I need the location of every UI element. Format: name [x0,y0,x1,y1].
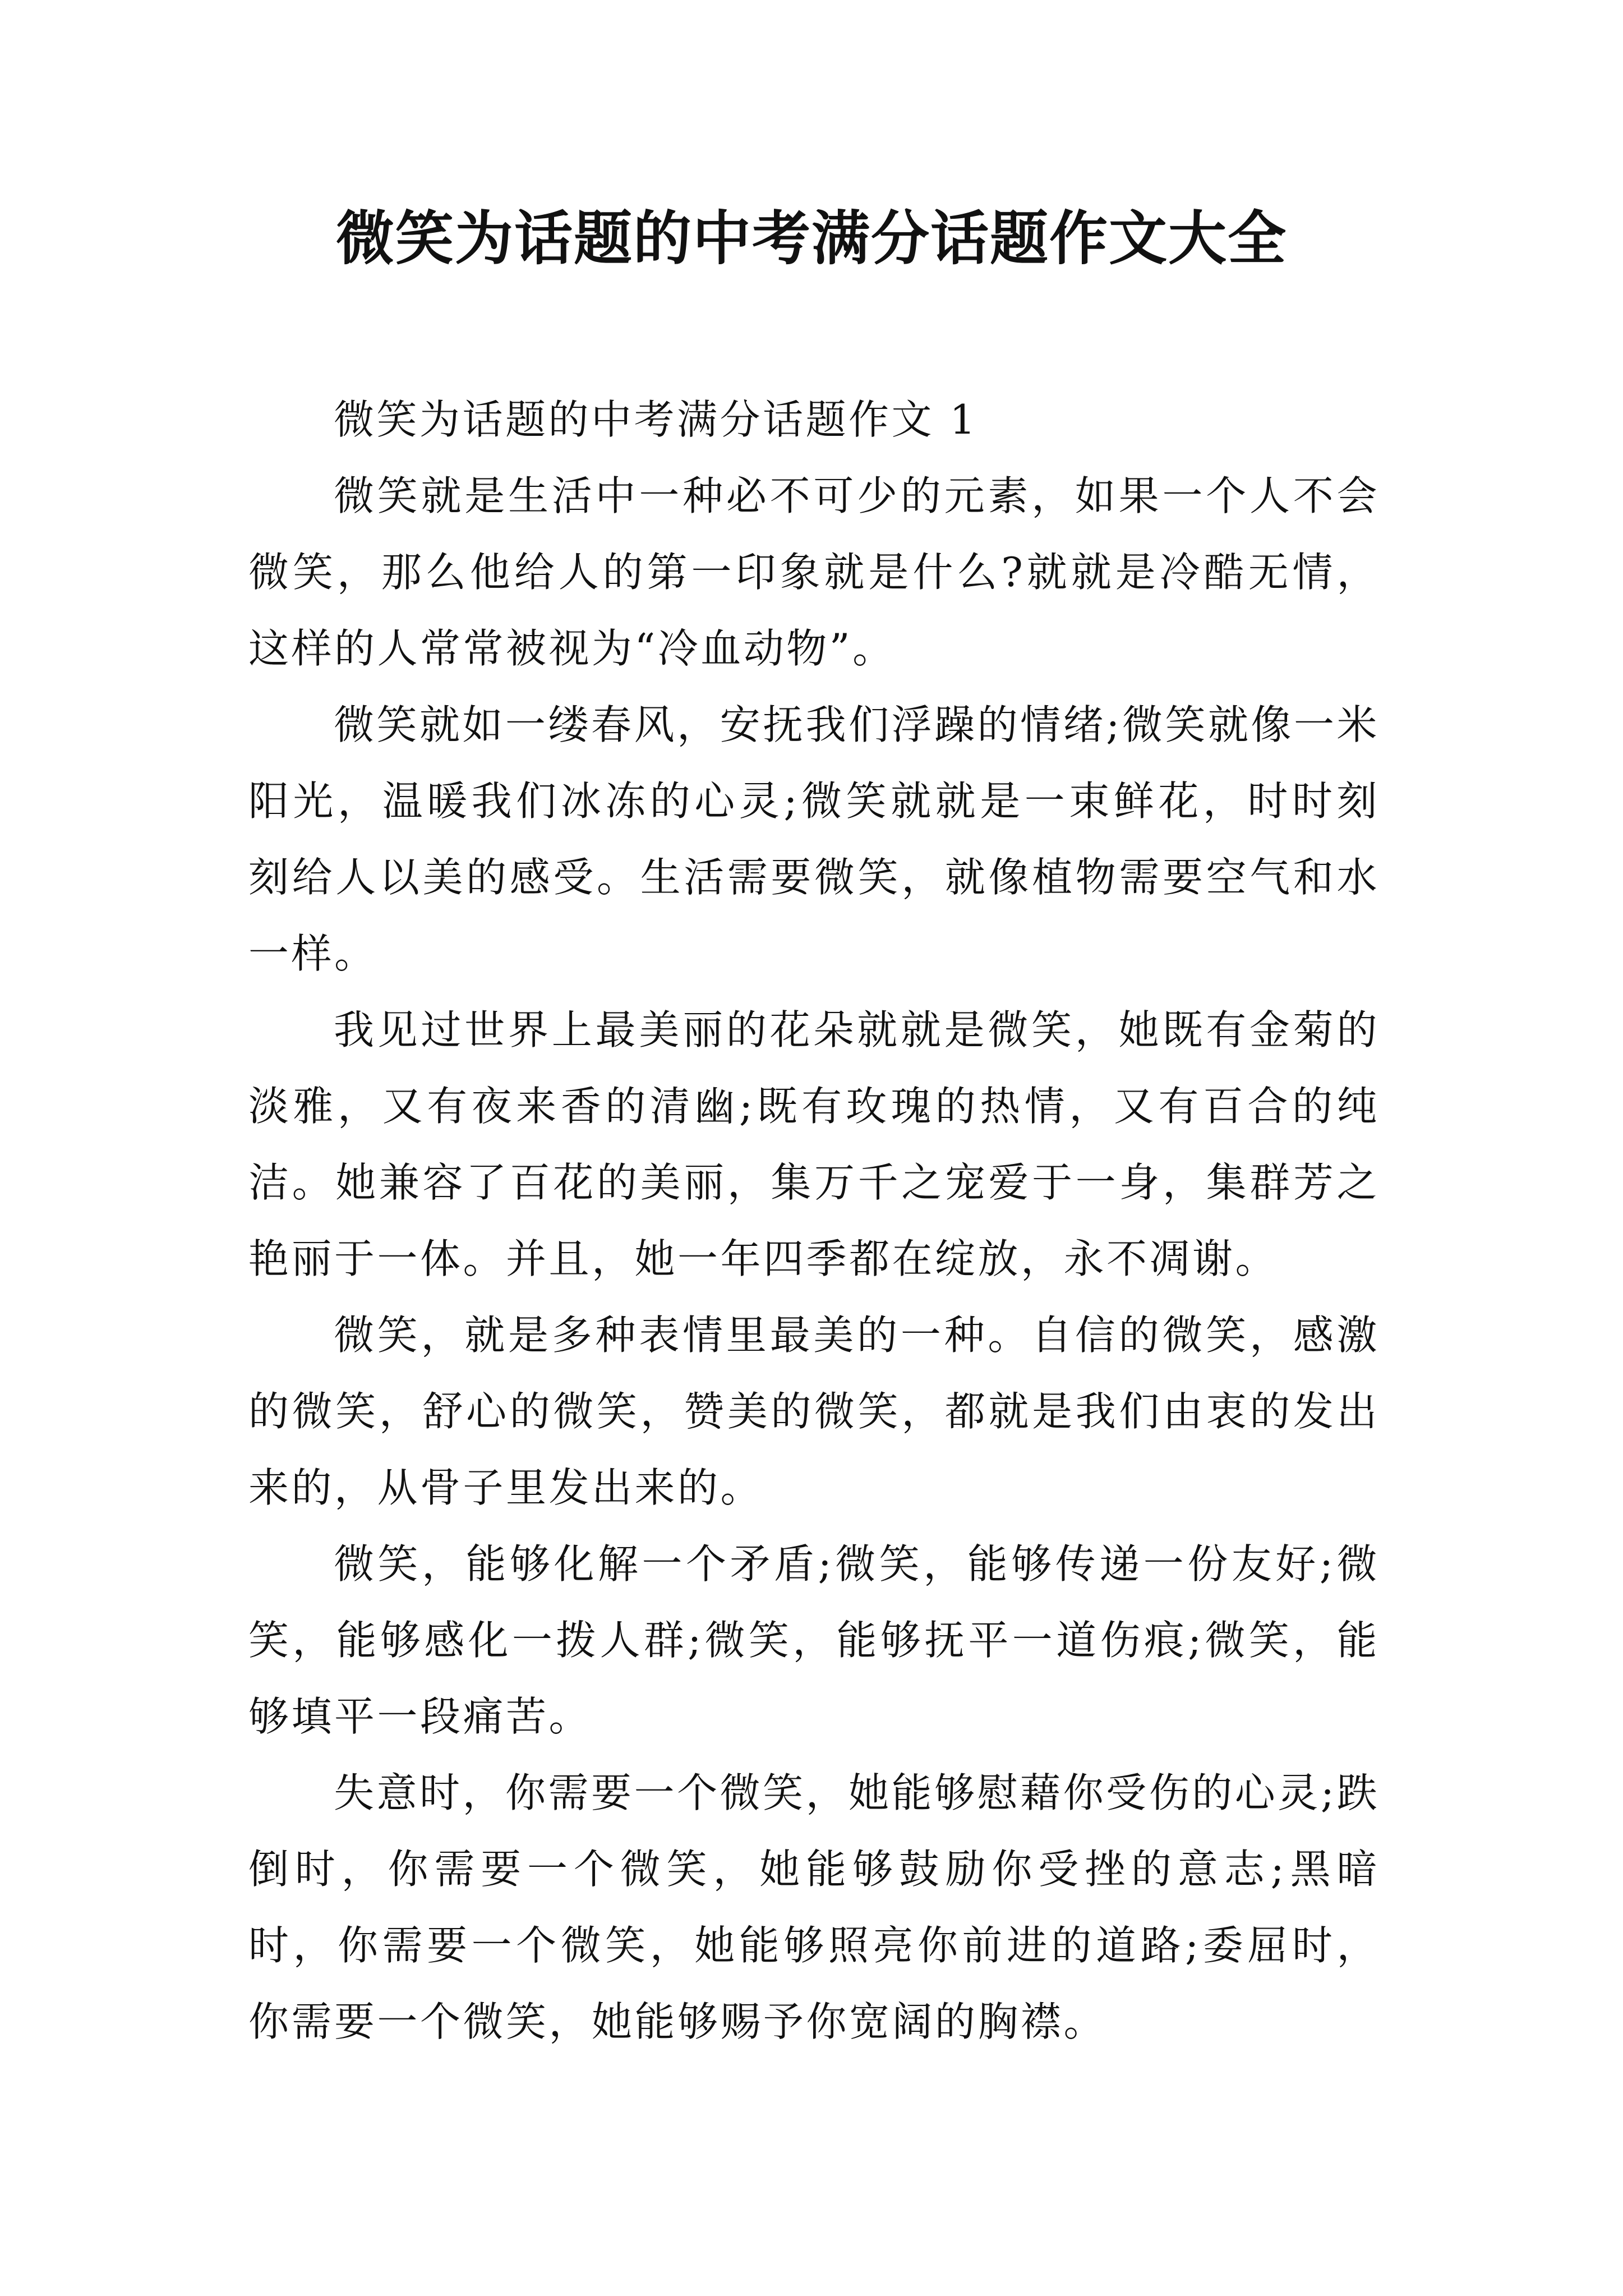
paragraph-4: 微笑，就是多种表情里最美的一种。自信的微笑，感激的微笑，舒心的微笑，赞美的微笑，都就是我们由衷的发出来的，从骨子里发出来的。 [248,1312,1380,1511]
paragraph-1: 微笑就是生活中一种必不可少的元素，如果一个人不会微笑，那么他给人的第一印象就是什么?就就是冷酷无情，这样的人常常被视为“冷血动物”。 [248,472,1380,672]
document-title: 微笑为话题的中考满分话题作文大全 [335,204,1287,273]
paragraph-3: 我见过世界上最美丽的花朵就就是微笑，她既有金菊的淡雅，又有夜来香的清幽;既有玫瑰的热情，又有百合的纯洁。她兼容了百花的美丽，集万千之宠爱于一身，集群芳之艳丽于一体。并且，她一年四季都在绽放，永不凋谢。 [248,1006,1380,1282]
essay-subheading: 微笑为话题的中考满分话题作文 1 [334,396,978,443]
paragraph-6: 失意时，你需要一个微笑，她能够慰藉你受伤的心灵;跌倒时，你需要一个微笑，她能够鼓励你受挫的意志;黑暗时，你需要一个微笑，她能够照亮你前进的道路;委屈时，你需要一个微笑，她能够赐予你宽阔的胸襟。 [248,1769,1380,2045]
document-body [248,381,1380,2060]
paragraph-5: 微笑，能够化解一个矛盾;微笑，能够传递一份友好;微笑，能够感化一拨人群;微笑，能够抚平一道伤痕;微笑，能够填平一段痛苦。 [248,1540,1380,1740]
paragraph-2: 微笑就如一缕春风，安抚我们浮躁的情绪;微笑就像一米阳光，温暖我们冰冻的心灵;微笑就就是一束鲜花，时时刻刻给人以美的感受。生活需要微笑，就像植物需要空气和水一样。 [248,701,1380,977]
